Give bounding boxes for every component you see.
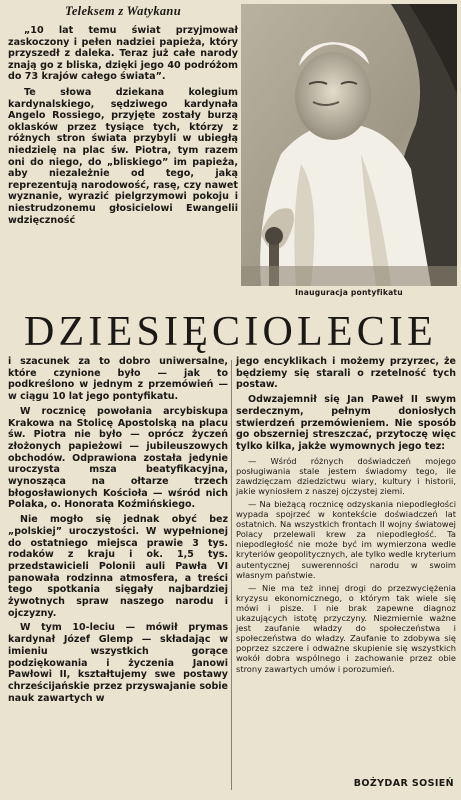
right-column: [236, 356, 456, 677]
quote-paragraph: — Nie ma też innej drogi do przezwyciężenia kryzysu ekonomicznego, o którym tak wiele się mówi i pisze. I nie brak zapewne diagnoz ukazujących istotę przyczyny. Niezmiernie ważne jest zaufanie władzy do społeczeństwa i społeczeństwa do władzy. Zaufanie to zdobywa się poprzez szczere i odważne skupienie się wszystkich wokół dobra wspólnego i zachowanie przez obie strony zawartych umów i porozumień.: [236, 582, 456, 674]
photo-caption: Inauguracja pontyfikatu: [295, 288, 403, 297]
kicker: Teleksem z Watykanu: [65, 4, 181, 18]
left-paragraph: Nie mogło się jednak obyć bez „polskiej” uroczystości. W wypełnionej do ostatniego miejsca prawie 3 tys. rodaków z kraju i ok. 1,5 tys. przedstawicieli Polonii auli Pawła VI panowała rodzinna atmosfera, a treści tego spotkania sięgały najbardziej żywotnych spraw naszego narodu i ojczyzny.: [8, 514, 228, 619]
lead-paragraph-2: Te słowa dziekana kolegium kardynalskiego, sędziwego kardynała Angelo Rossiego, przyjęte zostały burzą oklasków przez tysiące tych, którzy z różnych stron świata przybyli w ubiegłą niedzielę na plac św. Piotra, tym razem oni do niego, do „bliskiego” im papieża, aby niezależnie od tego, jaką reprezentują narodowość, rasę, czy nawet wyznanie, wyrazić pielgrzymowi pokoju i niestrudzonemu głosicielowi Ewangelii wdzięczność: [8, 86, 238, 226]
quote-paragraph: — Wśród różnych doświadczeń mojego posługiwania stale jestem świadomy tego, ile zawdzięczam dziedzictwu wiary, kultury i historii, jakie wyniosłem z naszej ojczystej ziemi.: [236, 455, 456, 496]
left-paragraph: i szacunek za to dobro uniwersalne, które czynione było — jak to podkreślono w jednym z przemówień — w ciągu 10 lat jego pontyfikatu.: [8, 356, 228, 403]
intro-column: [8, 4, 238, 230]
headline: DZIESIĘCIOLECIE: [24, 309, 437, 355]
quote-paragraph: — Na bieżącą rocznicę odzyskania niepodległości wypada spojrzeć w kontekście doświadczeń lat ostatnich. Na wszystkich frontach II wojny światowej Polacy przelewali krew za niepodległość. Ta niepodległość nie może być im wymierzona wedle kryteriów geopolitycznych, ale tylko wedle kryterium autentycznej suwerenności narodu w swoim własnym państwie.: [236, 499, 457, 580]
right-paragraph: jego encyklikach i możemy przyrzec, że będziemy się starali o rzetelność tych postaw.: [236, 356, 456, 391]
column-rule: [231, 360, 232, 790]
lead-paragraph-1: „10 lat temu świat przyjmował zaskoczony i pełen nadziei papieża, który przyszedł z daleka. Teraz już całe narody znają go z bliska, dzięki jego 40 podróżom do 73 krajów całego świata”.: [8, 25, 238, 83]
left-paragraph: W tym 10-leciu — mówił prymas kardynał Józef Glemp — składając w imieniu wszystkich gorące podziękowania i życzenia Janowi Pawłowi II, kształtujemy swe postawy chrześcijańskie przez przyswajanie sobie nauk zawartych w: [8, 622, 228, 704]
pope-photo: [241, 4, 457, 286]
pope-photo-illustration: [241, 4, 457, 286]
left-paragraph: W rocznicę powołania arcybiskupa Krakowa na Stolicę Apostolską na placu św. Piotra nie było — oprócz życzeń złożonych papieżowi — jubileuszowych obchodów. Odprawiona została jedynie uroczysta msza beatyfikacyjna, wynosząca na ołtarze trzech błogosławionych Kościoła — wśród nich Polaka, o. Honorata Koźmińskiego.: [8, 405, 228, 511]
left-column: [8, 356, 228, 707]
right-paragraph: Odwzajemnił się Jan Paweł II swym serdecznym, pełnym doniosłych stwierdzeń przemówieniem. Nie sposób go obszerniej streszczać, przytoczę więc tylko kilka, jakże wymownych jego tez:: [236, 394, 456, 452]
author-signature: BOŻYDAR SOSIEŃ: [353, 778, 454, 789]
